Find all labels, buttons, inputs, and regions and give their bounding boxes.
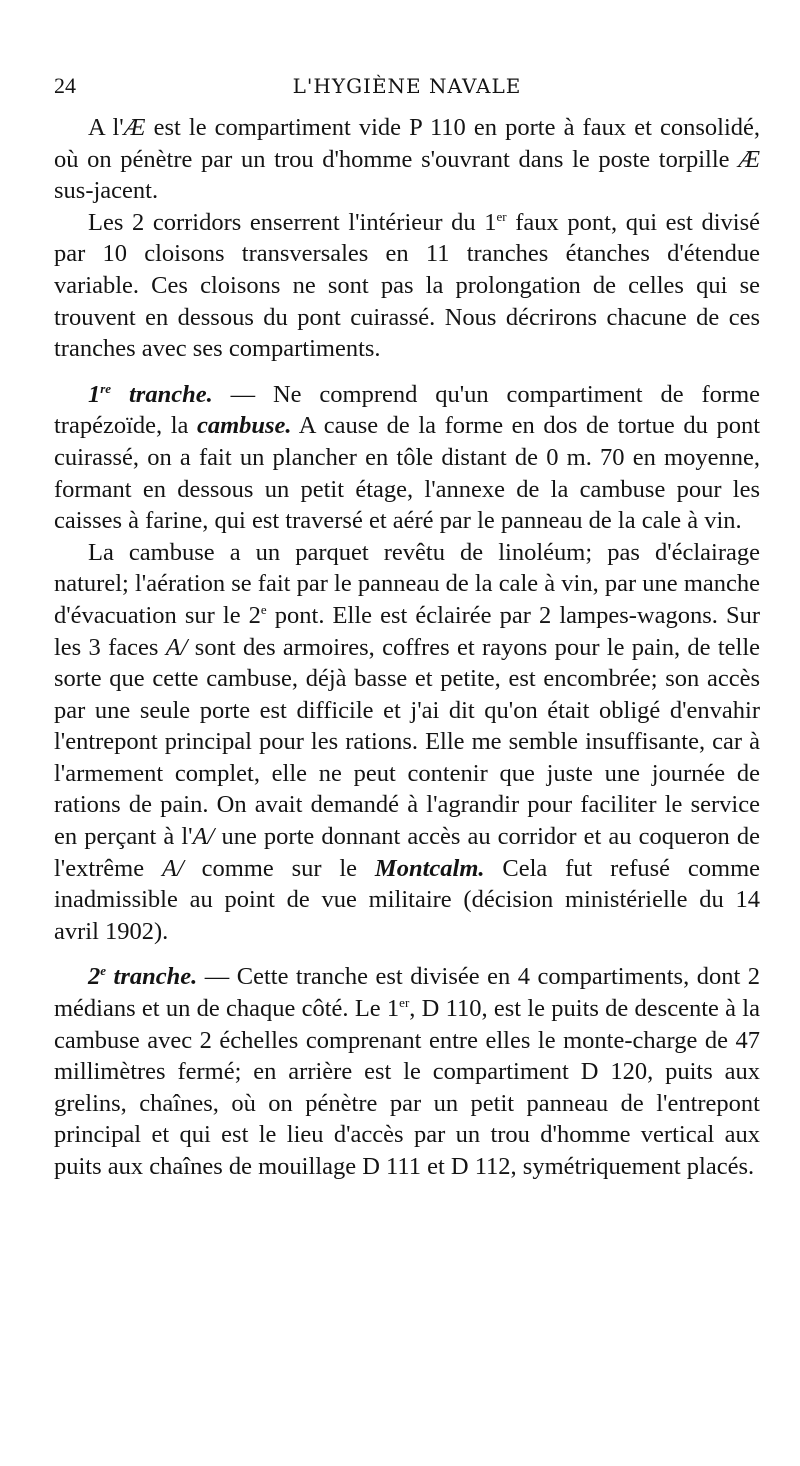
emphasis-cambuse: cambuse. (196, 412, 292, 440)
forward-symbol: A/ (192, 823, 215, 851)
text-run: — Cette tranche est divisée en 4 compartiments, dont 2 médians et un de chaque côté. Le 1 (54, 963, 761, 1023)
text-run: — Ne comprend qu'un compartiment de forme trapézoïde, la (54, 380, 761, 440)
aft-symbol: Æ (738, 145, 760, 173)
forward-symbol: A/ (165, 633, 188, 661)
aft-symbol: Æ (123, 114, 146, 141)
text-run: comme sur le (183, 854, 375, 882)
text-run: A cause de la forme en dos de tortue du pont cuirassé, on a fait un plancher en tôle distant de 0 m. 70 en moyenne, formant en dessous un petit étage, l'annexe de la cambuse pour les caisses à farine, qui est traversé et aéré par le panneau de la cale à vin. (54, 412, 761, 535)
paragraph-second-section (54, 961, 760, 1182)
text-run: Cela fut refusé comme inadmissible au point de vue militaire (décision ministérielle du 14 avril 1902). (54, 854, 761, 945)
section-label-second (88, 963, 197, 990)
superscript: er (399, 994, 410, 1010)
running-title: L'HYGIÈNE NAVALE (292, 74, 522, 98)
emphasis-montcalm: Montcalm. (374, 854, 485, 882)
section-number: 1 (88, 380, 101, 408)
section-label-first (88, 381, 213, 408)
page-number: 24 (54, 73, 76, 98)
running-head (54, 68, 760, 104)
section-number: 2 (88, 963, 101, 991)
book-page (54, 68, 760, 1183)
superscript: re (100, 380, 112, 396)
superscript: e (260, 601, 267, 617)
text-run: La cambuse a un parquet revêtu de linoléum; pas d'éclairage naturel; l'aération se fait par le panneau de la cale à vin, par une manche d'évacuation sur le 2 (54, 538, 760, 629)
text-run: pont. Elle est éclairée par 2 lampes-wagons. Sur les 3 faces (54, 601, 760, 661)
paragraph-cambuse-description (54, 537, 760, 948)
superscript: e (100, 963, 107, 979)
section-word: tranche. (111, 380, 213, 408)
body-text (54, 112, 760, 1183)
text-run: faux pont, qui est divisé par 10 cloisons transversales en 11 tranches étanches d'étendue variable. Ces cloisons ne sont pas la prolongation de celles qui se trouvent en dessous du pont cuirassé. Nous décrirons chacune de ces tranches avec ses compartiments. (54, 208, 760, 363)
text-run: une porte donnant accès au corridor et au coqueron de l'extrême (54, 823, 761, 882)
paragraph-compartment-p110 (54, 112, 760, 207)
forward-symbol: A/ (161, 854, 184, 882)
section-word: tranche. (106, 963, 198, 991)
paragraph-first-section (54, 379, 760, 537)
text-run: A l' (88, 114, 124, 141)
text-run: sont des armoires, coffres et rayons pour le pain, de telle sorte que cette cambuse, déjà basse et petite, est encombrée; son accès par une seule porte est difficile et j'ai dit qu'on était obligé d'envahir l'entrepont principal pour les rations. Elle me semble insuffisante, car à l'armement complet, elle ne peut contenir que juste une journée de rations de pain. On avait demandé à l'agrandir pour faciliter le service en perçant à l' (54, 633, 760, 851)
text-run: Les 2 corridors enserrent l'intérieur du 1 (88, 208, 497, 236)
text-run: est le compartiment vide P 110 en porte à faux et consolidé, où on pénètre par un trou d'homme s'ouvrant dans le poste torpille (54, 114, 760, 173)
text-run: sus-jacent. (54, 177, 159, 205)
text-run: , D 110, est le puits de descente à la cambuse avec 2 échelles comprenant entre elles le monte-charge de 47 millimètres fermé; en arrière est le compartiment D 120, puits aux grelins, chaînes, où on pénètre par un petit panneau de l'entrepont principal et qui est le lieu d'accès par un trou d'homme vertical aux puits aux chaînes de mouillage D 111 et D 112, symétriquement placés. (54, 995, 760, 1180)
superscript: er (496, 208, 507, 224)
paragraph-corridors (54, 207, 760, 365)
